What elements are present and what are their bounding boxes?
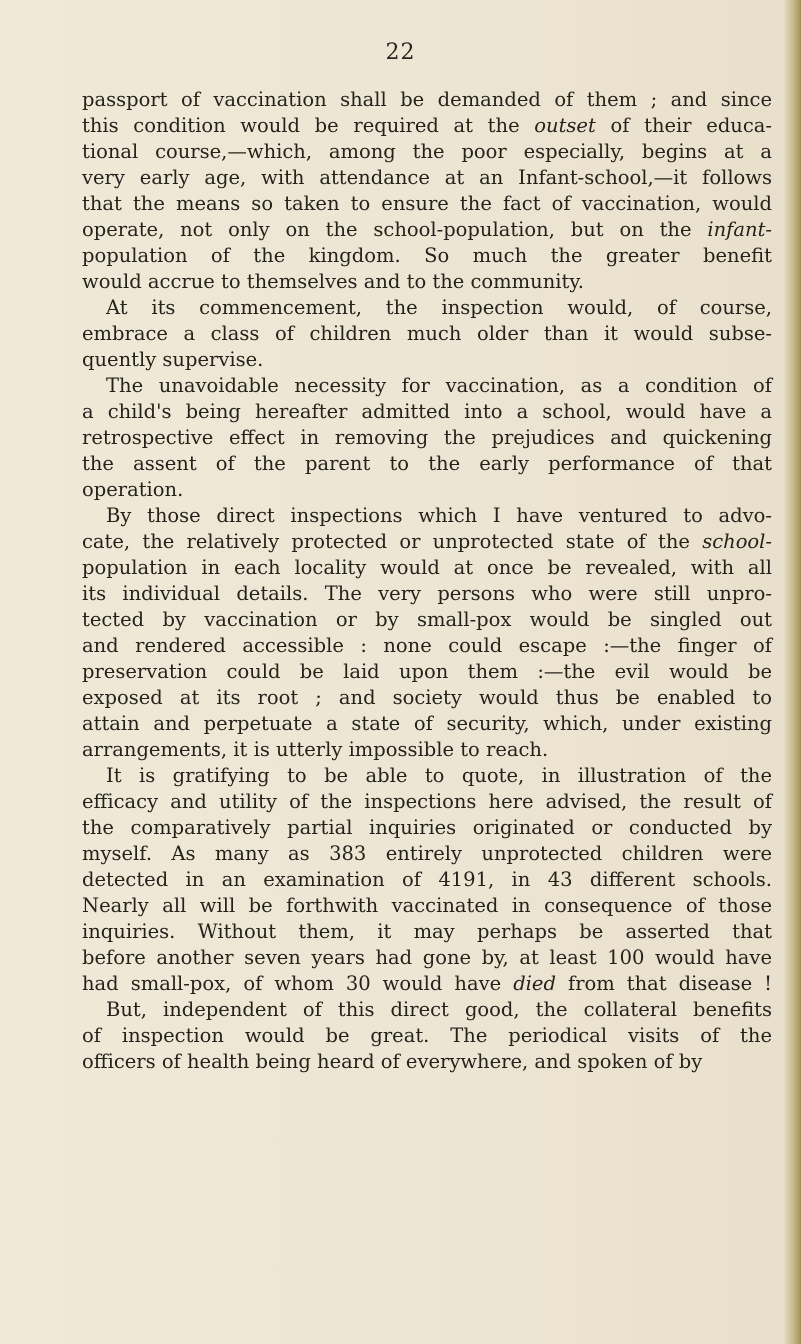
- text-segment: inquiries. Without them, it may perhaps be asserted that: [82, 920, 772, 943]
- text-line: [82, 87, 772, 113]
- text-line: [82, 165, 772, 191]
- text-line: [82, 919, 772, 945]
- text-segment: that the means so taken to ensure the fact of vaccination, would: [82, 192, 772, 215]
- text-segment: a child's being hereafter admitted into a school, would have a: [82, 400, 772, 423]
- text-segment: its individual details. The very persons who were still unpro-: [82, 582, 772, 605]
- text-line: [82, 867, 772, 893]
- text-segment: The unavoidable necessity for vaccination, as a condition of: [106, 374, 772, 397]
- text-segment: tected by vaccination or by small-pox would be singled out: [82, 608, 772, 631]
- text-line: [82, 945, 772, 971]
- text-line: [82, 477, 772, 503]
- body-text: [82, 87, 772, 1075]
- text-segment: It is gratifying to be able to quote, in illustration of the: [106, 764, 772, 787]
- text-segment: had small-pox, of whom 30 would have: [82, 972, 514, 995]
- text-line: [82, 763, 772, 789]
- text-line: [82, 425, 772, 451]
- text-segment: this condition would be required at the: [82, 114, 535, 137]
- text-line: [82, 1049, 772, 1075]
- text-line: [82, 737, 772, 763]
- text-segment: At its commencement, the inspection would, of course,: [106, 296, 772, 319]
- text-line: [82, 191, 772, 217]
- text-segment: myself. As many as 383 entirely unprotected children were: [82, 842, 772, 865]
- text-segment: population of the kingdom. So much the greater benefit: [82, 244, 772, 267]
- page-edge-shadow: [783, 0, 801, 1344]
- text-segment: But, independent of this direct good, the collateral benefits: [106, 998, 772, 1021]
- text-line: [82, 347, 772, 373]
- text-segment: Nearly all will be forthwith vaccinated in consequence of those: [82, 894, 772, 917]
- text-segment: tional course,—which, among the poor especially, begins at a: [82, 140, 772, 163]
- text-segment: officers of health being heard of everywhere, and spoken of by: [82, 1050, 703, 1073]
- text-segment: efficacy and utility of the inspections here advised, the result of: [82, 790, 772, 813]
- italic-text: outset: [534, 114, 596, 137]
- text-line: [82, 711, 772, 737]
- text-segment: population in each locality would at once be revealed, with all: [82, 556, 772, 579]
- text-segment: operation.: [82, 478, 184, 501]
- text-line: [82, 555, 772, 581]
- text-segment: would accrue to themselves and to the community.: [82, 270, 584, 293]
- text-segment: detected in an examination of 4191, in 43 different schools.: [82, 868, 772, 891]
- italic-text: school-: [702, 530, 772, 553]
- text-line: [82, 295, 772, 321]
- text-segment: attain and perpetuate a state of security, which, under existing: [82, 712, 772, 735]
- text-line: [82, 243, 772, 269]
- text-line: [82, 321, 772, 347]
- text-segment: and rendered accessible : none could escape :—the finger of: [82, 634, 772, 657]
- text-segment: embrace a class of children much older than it would subse-: [82, 322, 772, 345]
- text-segment: the assent of the parent to the early performance of that: [82, 452, 772, 475]
- italic-text: died: [513, 972, 556, 995]
- text-segment: cate, the relatively protected or unprotected state of the: [82, 530, 703, 553]
- text-segment: from that disease !: [555, 972, 772, 995]
- text-segment: before another seven years had gone by, at least 100 would have: [82, 946, 772, 969]
- text-line: [82, 633, 772, 659]
- text-segment: of their educa-: [595, 114, 773, 137]
- text-segment: of inspection would be great. The periodical visits of the: [82, 1024, 772, 1047]
- text-segment: very early age, with attendance at an Infant-school,—it follows: [82, 166, 772, 189]
- text-line: [82, 503, 772, 529]
- text-segment: preservation could be laid upon them :—the evil would be: [82, 660, 772, 683]
- text-segment: operate, not only on the school-population, but on the: [82, 218, 708, 241]
- text-line: [82, 841, 772, 867]
- page-number: 22: [385, 40, 416, 65]
- text-line: [82, 139, 772, 165]
- text-line: [82, 893, 772, 919]
- text-line: [82, 113, 772, 139]
- text-segment: By those direct inspections which I have ventured to advo-: [106, 504, 772, 527]
- text-line: [82, 451, 772, 477]
- text-line: [82, 659, 772, 685]
- text-line: [82, 1023, 772, 1049]
- text-segment: passport of vaccination shall be demanded of them ; and since: [82, 88, 772, 111]
- italic-text: infant-: [707, 218, 772, 241]
- text-segment: arrangements, it is utterly impossible to reach.: [82, 738, 549, 761]
- text-line: [82, 997, 772, 1023]
- text-line: [82, 373, 772, 399]
- text-line: [82, 269, 772, 295]
- text-line: [82, 685, 772, 711]
- text-segment: retrospective effect in removing the prejudices and quickening: [82, 426, 772, 449]
- text-line: [82, 971, 772, 997]
- text-line: [82, 529, 772, 555]
- text-line: [82, 815, 772, 841]
- text-line: [82, 581, 772, 607]
- text-line: [82, 789, 772, 815]
- text-line: [82, 217, 772, 243]
- text-line: [82, 399, 772, 425]
- text-segment: the comparatively partial inquiries originated or conducted by: [82, 816, 772, 839]
- text-segment: exposed at its root ; and society would thus be enabled to: [82, 686, 772, 709]
- text-segment: quently supervise.: [82, 348, 264, 371]
- text-line: [82, 607, 772, 633]
